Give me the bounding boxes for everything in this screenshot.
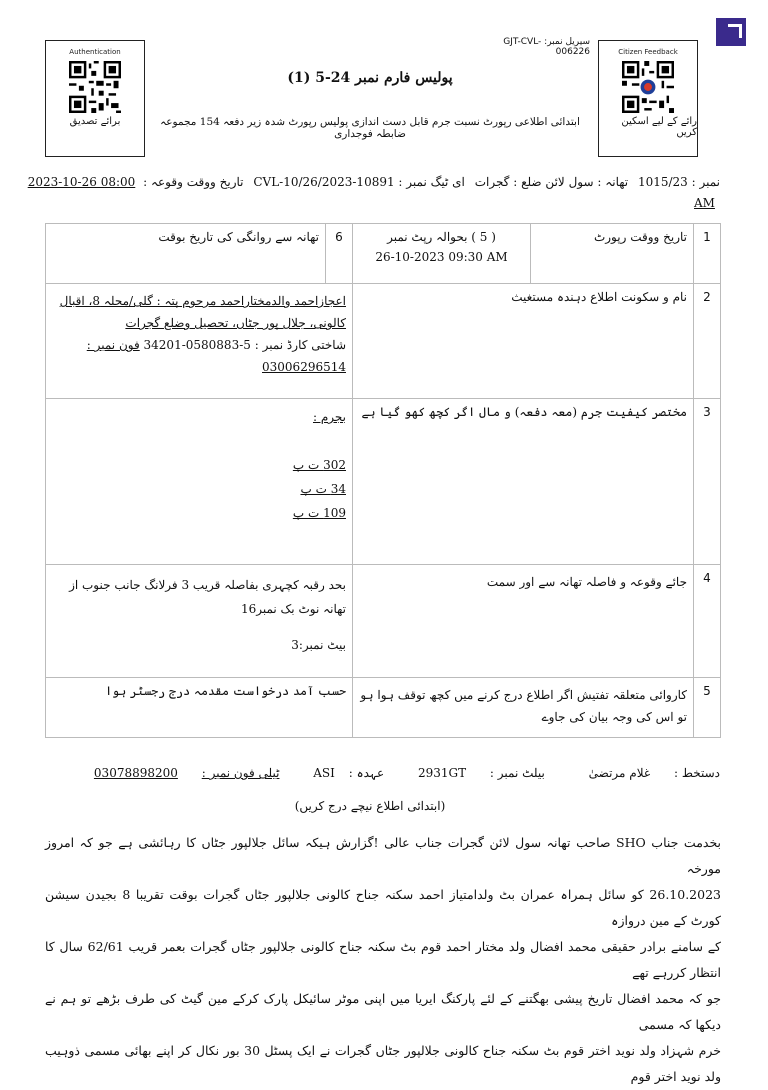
table-row <box>46 284 721 399</box>
report-body <box>45 830 721 1090</box>
qr-title: Citizen Feedback <box>618 48 678 56</box>
authentication-qr-box[interactable] <box>45 40 145 157</box>
row-label: کاروائی متعلقہ تفتیش اگر اطلاع درج کرنے میں کچھ توقف ہوا ہو تو اس کی وجہ بیان کی جاوے <box>353 678 694 738</box>
report-ref-label: ( 5 ) بحوالہ رپٹ نمبر <box>387 230 496 244</box>
row-label: جائے وقوعہ و فاصلہ تھانہ سے اور سمت <box>353 565 694 678</box>
complainant-address: اعجازاحمد والدمختاراحمد مرحوم پتہ : گلی/محلہ 8، اقبال کالونی، جلال پور جٹاں، تحصیل وضلع گجرات <box>59 294 346 330</box>
brand-logo <box>716 18 746 46</box>
signature-line <box>60 766 720 780</box>
row-number: 6 <box>326 224 353 284</box>
serial-number <box>470 37 590 57</box>
officer-name: غلام مرتضیٰ <box>588 766 651 780</box>
cnic-label: شاختی کارڈ نمبر : <box>254 338 346 352</box>
row-number: 3 <box>694 399 721 565</box>
phone-value: 03078898200 <box>93 766 178 780</box>
info-line <box>27 175 720 189</box>
body-line: کے سامنے برادر حقیقی محمد افضال ولد مختار احمد قوم بٹ سکنہ جناح کالونی جلالپور جٹاں گجرات بعمر قریب 62/61 سال کا انتظار کررہے تھے <box>45 939 721 980</box>
citizen-feedback-qr-box[interactable] <box>598 40 698 157</box>
cnic-value: 34201-0580883-5 <box>143 338 251 352</box>
report-ref <box>353 224 531 284</box>
form-subtitle: ابتدائی اطلاعی رپورٹ نسبت جرم قابل دست اندازی پولیس رپورٹ شدہ زیر دفعہ 154 مجموعہ ضابطہ فوجداری <box>160 116 580 140</box>
row-number: 4 <box>694 565 721 678</box>
report-ref-datetime: 26-10-2023 09:30 AM <box>375 250 508 264</box>
belt-value: 2931GT <box>417 766 467 780</box>
belt-label: بیلٹ نمبر : <box>489 766 545 780</box>
qr-caption: برائے تصدیق <box>69 116 121 127</box>
place-description: بحد رقبہ کچہری بفاصلہ قریب 3 فرلانگ جانب جنوب از تھانہ نوٹ بک نمبر16 <box>69 578 346 616</box>
crime-section: 109 ت پ <box>292 506 346 520</box>
rank-label: عہدہ : <box>348 766 385 780</box>
occurrence-ampm: AM <box>694 196 715 210</box>
cnic-line <box>52 334 346 356</box>
body-line: 26.10.2023 کو سائل ہمراہ عمران بٹ ولدامتیاز احمد سکنہ جناح کالونی جلالپور جٹاں گجرات بوقت تقریبا 8 بجیدن سیشن کورٹ کے مین دروازہ <box>45 887 721 928</box>
occurrence-datetime: 2023-10-26 08:00 <box>27 175 136 189</box>
crime-section: 302 ت پ <box>292 458 346 472</box>
section-heading: (ابتدائی اطلاع نیچے درج کریں) <box>294 799 446 813</box>
crime-label: بجرم : <box>313 410 346 424</box>
etag-number: ای ٹیگ نمبر : CVL-10/26/2023-10891 <box>253 175 465 189</box>
body-line: جو کہ محمد افضال تاریخ پیشی بھگتنے کے لئے پارکنگ ایریا میں اپنی موٹر سائیکل پارک کرکے مین گیٹ کی طرف بڑھے تو ہم نے دیکھا کہ مسمی <box>45 991 721 1032</box>
table-row <box>46 565 721 678</box>
form-title: پولیس فارم نمبر 24-5 (1) <box>287 70 453 86</box>
beat-number: بیٹ نمبر:3 <box>291 638 346 652</box>
investigation-action: حسب آمد درخواست مقدمہ درج رجسٹر ہوا <box>46 678 353 738</box>
table-row <box>46 399 721 565</box>
body-line: بخدمت جناب SHO صاحب تھانہ سول لائن گجرات جناب عالی !گزارش ہیکہ سائل جلالپور جٹاں کا رہائشی ہے جو کہ امروز مورخہ <box>45 835 722 876</box>
complainant-details <box>46 284 353 399</box>
row-label: تھانہ سے روانگی کی تاریخ بوقت <box>46 224 326 284</box>
occurrence-place <box>46 565 353 678</box>
qr-caption: رائے کے لیے اسکین کریں <box>621 116 697 138</box>
crime-details <box>46 399 353 565</box>
qr-code-icon <box>622 61 674 113</box>
table-row <box>46 678 721 738</box>
row-number: 2 <box>694 284 721 399</box>
serial-value: GJT-CVL-006226 <box>503 37 590 57</box>
row-label: مختصر کیفیت جرم (معہ دفعہ) و مال اگر کچھ کھو گیا ہے <box>353 399 694 565</box>
table-row <box>46 224 721 284</box>
phone-label: ٹیلی فون نمبر : <box>201 766 280 780</box>
fir-table <box>45 223 721 738</box>
phone-value: 03006296514 <box>262 360 346 374</box>
row-label: نام و سکونت اطلاع دہندہ مستغیث <box>353 284 694 399</box>
row-label: تاریخ ووقت رپورٹ <box>531 224 694 284</box>
serial-label: سیریل نمبر: <box>544 37 590 47</box>
crime-section: 34 ت پ <box>300 482 346 496</box>
police-station: تھانہ : سول لائن ضلع : گجرات <box>474 175 629 189</box>
qr-code-icon <box>69 61 121 113</box>
fir-number: نمبر : 1015/23 <box>637 175 720 189</box>
rank-value: ASI <box>313 766 335 780</box>
qr-title: Authentication <box>69 48 121 56</box>
sign-label: دستخط : <box>673 766 720 780</box>
occurrence-label: تاریخ ووقت وقوعہ : <box>143 175 244 189</box>
row-number: 5 <box>694 678 721 738</box>
body-line: خرم شہزاد ولد نوید اختر قوم بٹ سکنہ جناح کالونی جلالپور جٹاں گجرات نے ایک پسٹل 30 بور نکال کر اپنے بھائی مسمی ذوہیب ولد نوید اختر قوم <box>45 1043 721 1084</box>
row-number: 1 <box>694 224 721 284</box>
phone-label: فون نمبر : <box>86 338 140 352</box>
